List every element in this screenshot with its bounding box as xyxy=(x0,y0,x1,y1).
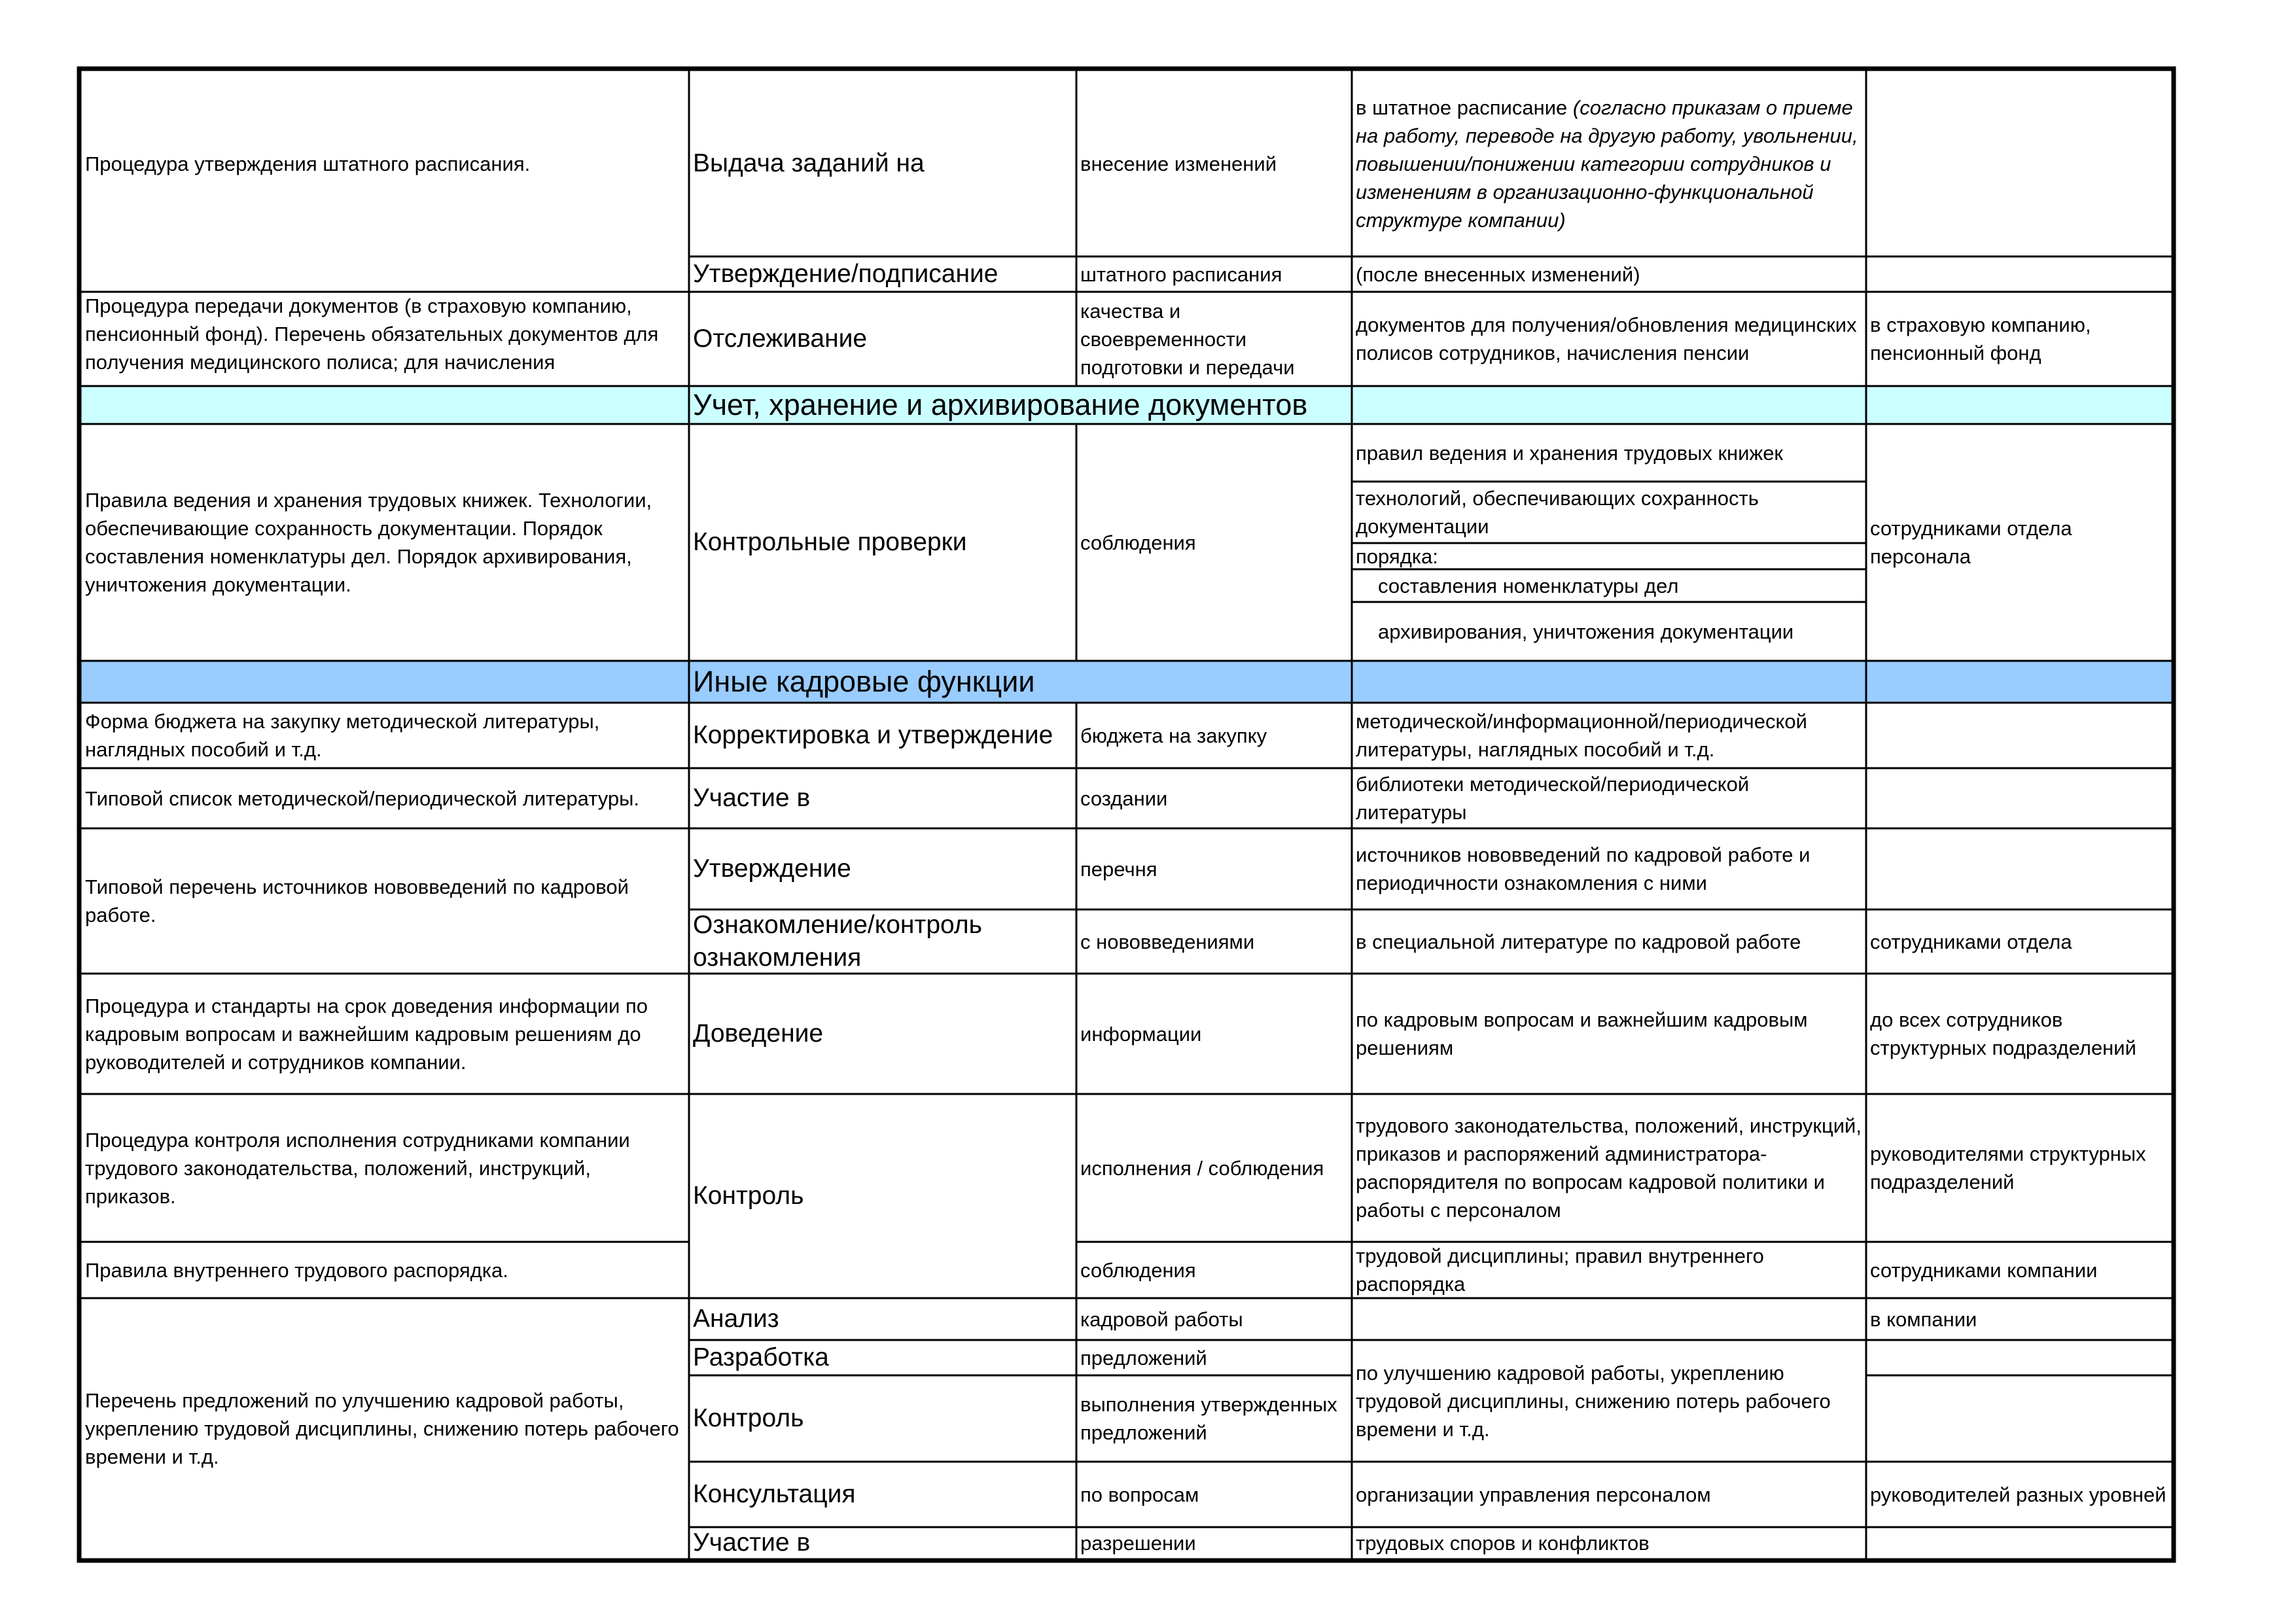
cell-text: выполнения утвержденных предложений xyxy=(1080,1393,1337,1444)
cell-text: руководителями структурных подразделений xyxy=(1870,1142,2146,1193)
cell-text: трудовой дисциплины; правил внутреннего распорядка xyxy=(1356,1244,1764,1296)
cell-text: Типовой список методической/периодической литературы. xyxy=(85,786,640,810)
cell-text: Отслеживание xyxy=(693,325,868,353)
cell-text: Учет, хранение и архивирование документов xyxy=(693,388,1308,421)
cell-text: внесение изменений xyxy=(1080,152,1277,175)
cell-text: архивирования, уничтожения документации xyxy=(1378,620,1794,643)
cell-text: исполнения / соблюдения xyxy=(1080,1156,1324,1180)
cell-text: Контрольные проверки xyxy=(693,528,967,556)
cell-text: перечня xyxy=(1080,857,1157,881)
cell-text: качества и своевременности подготовки и передачи xyxy=(1080,299,1295,379)
cell-text: сотрудниками компании xyxy=(1870,1258,2098,1282)
cell-text: Правила ведения и хранения трудовых книжек. Технологии, обеспечивающие сохранность документации. Порядок составления номенклатуры дел. Порядок архивирования, уничтожения документации. xyxy=(85,489,652,596)
cell-text: Форма бюджета на закупку методической литературы, наглядных пособий и т.д. xyxy=(85,710,600,761)
cell-text: Ознакомление/контроль ознакомления xyxy=(693,911,982,972)
cell-text: в страховую компанию, пенсионный фонд xyxy=(1870,313,2091,364)
cell-text: по улучшению кадровой работы, укреплению трудовой дисциплины, снижению потерь рабочего времени и т.д. xyxy=(1356,1361,1831,1441)
cell-text: в компании xyxy=(1870,1307,1977,1331)
cell-text: Контроль xyxy=(693,1182,804,1210)
cell-text: правил ведения и хранения трудовых книжек xyxy=(1356,441,1783,465)
cell-text: Разработка xyxy=(693,1343,829,1371)
cell-text: Процедура и стандарты на срок доведения информации по кадровым вопросам и важнейшим кадровым решениям до руководителей и сотрудников компании. xyxy=(85,994,648,1074)
cell-text: руководителей разных уровней xyxy=(1870,1483,2166,1506)
cell-text: сотрудниками отдела персонала xyxy=(1870,517,2072,568)
cell-text: организации управления персоналом xyxy=(1356,1483,1711,1506)
cell-text: (после внесенных изменений) xyxy=(1356,262,1640,286)
cell-text: кадровой работы xyxy=(1080,1307,1243,1331)
cell-text: соблюдения xyxy=(1080,1258,1196,1282)
cell-text: Участие в xyxy=(693,1528,811,1557)
cell-text: составления номенклатуры дел xyxy=(1378,574,1679,597)
cell-text: трудовых споров и конфликтов xyxy=(1356,1531,1650,1555)
cell-text: Доведение xyxy=(693,1019,824,1048)
cell-text: Консультация xyxy=(693,1480,856,1508)
cell-text: с нововведениями xyxy=(1080,930,1255,953)
cell-text: в штатное расписание (согласно приказам о приеме на работу, переводе на другую работу, увольнении, повышении/понижении категории сотрудников и изменениям в организационно-функциональной структуре компании) xyxy=(1356,96,1858,232)
cell-text: трудового законодательства, положений, инструкций, приказов и распоряжений администратора-распорядителя по вопросам кадровой политики и работы с персоналом xyxy=(1356,1114,1862,1222)
cell-text: штатного расписания xyxy=(1080,262,1282,286)
cell-text: до всех сотрудников структурных подразделений xyxy=(1870,1008,2136,1059)
cell-text: библиотеки методической/периодической литературы xyxy=(1356,773,1750,824)
cell-text: порядка: xyxy=(1356,544,1438,568)
cell-text: сотрудниками отдела xyxy=(1870,930,2072,953)
cell-text: документов для получения/обновления медицинских полисов сотрудников, начисления пенсии xyxy=(1356,313,1857,364)
cell-text: Участие в xyxy=(693,784,811,812)
cell-text: Процедура передачи документов (в страховую компанию, пенсионный фонд). Перечень обязательных документов для получения медицинского полиса; для начисления xyxy=(85,294,659,374)
cell-text: Процедура утверждения штатного расписания. xyxy=(85,152,531,175)
cell-text: по вопросам xyxy=(1080,1483,1199,1506)
cell-text: по кадровым вопросам и важнейшим кадровым решениям xyxy=(1356,1008,1808,1059)
cell-text: Анализ xyxy=(693,1305,779,1333)
cell-text: Выдача заданий на xyxy=(693,149,925,177)
cell-text: Типовой перечень источников нововведений по кадровой работе. xyxy=(85,875,629,926)
cell-text: Утверждение/подписание xyxy=(693,260,998,288)
cell-text: разрешении xyxy=(1080,1531,1196,1555)
cell-text: Контроль xyxy=(693,1404,804,1432)
cell-text: Корректировка и утверждение xyxy=(693,721,1053,749)
cell-text: Иные кадровые функции xyxy=(693,665,1035,698)
cell-text: Правила внутреннего трудового распорядка. xyxy=(85,1258,508,1282)
cell-text: технологий, обеспечивающих сохранность документации xyxy=(1356,487,1759,538)
cell-text: Перечень предложений по улучшению кадровой работы, укреплению трудовой дисциплины, снижению потерь рабочего времени и т.д. xyxy=(85,1388,679,1468)
cell-text: создании xyxy=(1080,786,1168,810)
cell-text: в специальной литературе по кадровой работе xyxy=(1356,930,1801,953)
cell-text: Утверждение xyxy=(693,855,851,883)
cell-text: бюджета на закупку xyxy=(1080,724,1267,747)
cell-text: Процедура контроля исполнения сотрудниками компании трудового законодательства, положений, инструкций, приказов. xyxy=(85,1128,630,1208)
cell-text: информации xyxy=(1080,1022,1202,1046)
italic-note: (согласно приказам о приеме на работу, переводе на другую работу, увольнении, повышении/понижении категории сотрудников и изменениям в организационно-функциональной структуре компании) xyxy=(1356,96,1858,232)
cell-text: методической/информационной/периодической литературы, наглядных пособий и т.д. xyxy=(1356,710,1807,761)
cell-text: источников нововведений по кадровой работе и периодичности ознакомления с ними xyxy=(1356,843,1810,894)
cell-text: соблюдения xyxy=(1080,531,1196,554)
cell-text: предложений xyxy=(1080,1346,1207,1369)
